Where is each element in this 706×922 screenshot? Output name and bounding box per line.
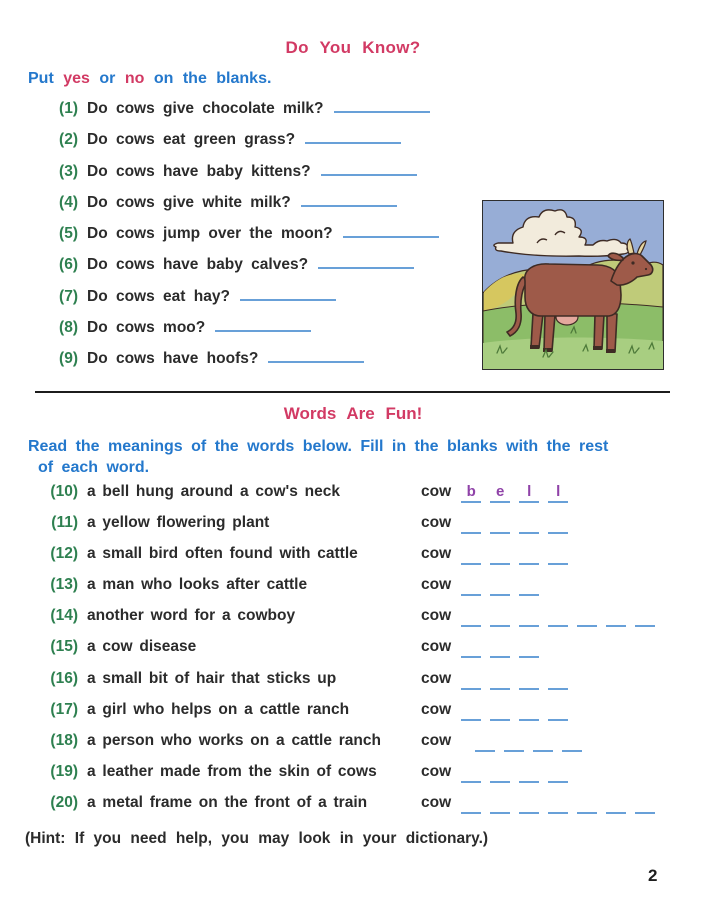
question-text: Do cows have hoofs? bbox=[87, 350, 259, 368]
section2-title: Words Are Fun! bbox=[283, 404, 423, 423]
question-number: (8) bbox=[59, 319, 78, 337]
stem-word: cow bbox=[421, 483, 452, 500]
letter-blank[interactable] bbox=[461, 670, 481, 690]
cow-eye bbox=[631, 261, 634, 264]
word-item-row bbox=[0, 670, 706, 701]
word-item-row bbox=[0, 576, 706, 607]
letter-blank[interactable] bbox=[577, 607, 597, 627]
question-number: (6) bbox=[59, 256, 78, 274]
s2-instruction bbox=[28, 436, 688, 478]
word-item-row bbox=[0, 701, 706, 732]
cow-body bbox=[525, 264, 621, 316]
cow-nostril bbox=[645, 268, 647, 270]
letter-blank[interactable] bbox=[519, 670, 539, 690]
instruction-word: or bbox=[99, 70, 116, 87]
answer-blank-line[interactable] bbox=[343, 236, 439, 238]
letter-blank[interactable] bbox=[504, 732, 524, 752]
letter-blanks bbox=[461, 794, 655, 814]
letter-blank[interactable] bbox=[519, 701, 539, 721]
item-number: (12) bbox=[50, 545, 78, 563]
letter-blank[interactable] bbox=[519, 514, 539, 534]
stem-word: cow bbox=[421, 793, 452, 811]
cow-leg bbox=[594, 314, 604, 349]
letter-blank[interactable] bbox=[461, 701, 481, 721]
pasture-grass-light bbox=[483, 338, 663, 370]
letter-blank[interactable] bbox=[533, 732, 553, 752]
letter-blanks bbox=[461, 545, 568, 565]
letter-blank[interactable] bbox=[548, 763, 568, 783]
stem-word: cow bbox=[421, 545, 452, 563]
instruction-word: on the blanks. bbox=[153, 70, 272, 87]
question-row bbox=[0, 131, 706, 162]
item-definition: a man who looks after cattle bbox=[87, 576, 308, 594]
question-text: Do cows give chocolate milk? bbox=[87, 100, 324, 117]
section1-title: Do You Know? bbox=[285, 38, 421, 57]
letter-blank[interactable] bbox=[490, 514, 510, 534]
letter-blank[interactable] bbox=[490, 701, 510, 721]
cow-leg bbox=[607, 313, 617, 352]
letter-blank[interactable] bbox=[519, 638, 539, 658]
s2-instruction-line2: of each word. bbox=[38, 459, 150, 476]
item-number: (18) bbox=[50, 731, 78, 749]
letter-blank[interactable] bbox=[461, 638, 481, 658]
cow-hoof bbox=[530, 345, 539, 349]
letter-blank[interactable] bbox=[577, 794, 597, 814]
question-number: (4) bbox=[59, 193, 78, 211]
item-definition: a metal frame on the front of a train bbox=[87, 793, 368, 811]
section-divider bbox=[35, 391, 670, 393]
question-number: (1) bbox=[59, 100, 78, 117]
word-item-row bbox=[0, 794, 706, 825]
stem-word: cow bbox=[421, 638, 452, 656]
item-definition: a small bird often found with cattle bbox=[87, 545, 358, 563]
answer-blank-line[interactable] bbox=[301, 205, 397, 207]
answer-blank-line[interactable] bbox=[268, 361, 364, 363]
letter-blank[interactable] bbox=[461, 794, 481, 814]
item-number: (20) bbox=[50, 793, 78, 811]
letter-blank[interactable] bbox=[606, 607, 626, 627]
stem-word: cow bbox=[421, 576, 452, 594]
question-number: (7) bbox=[59, 287, 78, 305]
letter-blank[interactable] bbox=[548, 670, 568, 690]
instruction-word: yes bbox=[63, 70, 90, 87]
letter-blank[interactable] bbox=[475, 732, 495, 752]
item-number: (19) bbox=[50, 762, 78, 780]
letter-blank[interactable] bbox=[548, 794, 568, 814]
letter-blank[interactable] bbox=[461, 607, 481, 627]
letter-blanks bbox=[461, 701, 568, 721]
answer-blank-line[interactable] bbox=[334, 111, 430, 113]
word-item-row bbox=[0, 514, 706, 545]
letter-blank[interactable] bbox=[490, 607, 510, 627]
letter-blank[interactable] bbox=[548, 701, 568, 721]
question-text: Do cows have baby calves? bbox=[87, 256, 309, 274]
letter-blanks bbox=[461, 670, 568, 690]
cow-hoof bbox=[606, 349, 615, 353]
item-number: (15) bbox=[50, 638, 78, 656]
letter-blanks bbox=[461, 607, 655, 627]
letter-blanks bbox=[461, 483, 568, 503]
item-definition: a girl who helps on a cattle ranch bbox=[87, 700, 350, 718]
letter-blank[interactable]: e bbox=[490, 483, 510, 503]
letter-blanks bbox=[461, 638, 539, 658]
question-number: (5) bbox=[59, 225, 78, 243]
letter-blank[interactable] bbox=[519, 794, 539, 814]
stem-word: cow bbox=[421, 762, 452, 780]
word-item-row bbox=[0, 483, 706, 514]
cow-in-pasture-drawing bbox=[483, 201, 663, 369]
word-item-row bbox=[0, 607, 706, 638]
item-definition: a person who works on a cattle ranch bbox=[87, 731, 381, 749]
item-definition: a yellow flowering plant bbox=[87, 514, 270, 532]
letter-blank[interactable] bbox=[548, 607, 568, 627]
item-number: (14) bbox=[50, 607, 78, 625]
question-row bbox=[0, 163, 706, 194]
word-item-row bbox=[0, 638, 706, 669]
question-number: (3) bbox=[59, 162, 78, 180]
stem-word: cow bbox=[421, 669, 452, 687]
question-row bbox=[0, 100, 706, 131]
cow-hoof bbox=[543, 348, 552, 352]
instruction-word: Put bbox=[28, 70, 54, 87]
answer-blank-line[interactable] bbox=[240, 299, 336, 301]
item-number: (10) bbox=[50, 483, 78, 500]
question-text: Do cows give white milk? bbox=[87, 193, 291, 211]
item-number: (17) bbox=[50, 700, 78, 718]
instruction-word: no bbox=[124, 70, 145, 87]
cow-illustration-image bbox=[482, 200, 664, 370]
letter-blank[interactable] bbox=[635, 607, 655, 627]
answer-blank-line[interactable] bbox=[321, 174, 417, 176]
item-definition: a bell hung around a cow's neck bbox=[87, 483, 340, 500]
item-number: (16) bbox=[50, 669, 78, 687]
letter-blanks bbox=[461, 576, 539, 596]
item-number: (11) bbox=[51, 514, 78, 532]
word-item-row bbox=[0, 545, 706, 576]
stem-word: cow bbox=[421, 731, 452, 749]
letter-blank[interactable] bbox=[519, 576, 539, 596]
letter-blanks bbox=[461, 514, 568, 534]
word-item-row bbox=[0, 763, 706, 794]
answer-blank-line[interactable] bbox=[318, 267, 414, 269]
items-list bbox=[0, 483, 706, 825]
answer-blank-line[interactable] bbox=[215, 330, 311, 332]
page-number: 2 bbox=[648, 866, 658, 885]
question-number: (9) bbox=[59, 350, 78, 368]
item-definition: a cow disease bbox=[87, 638, 197, 656]
letter-blank[interactable] bbox=[519, 545, 539, 565]
item-number: (13) bbox=[50, 576, 78, 594]
question-text: Do cows have baby kittens? bbox=[87, 162, 311, 180]
answer-blank-line[interactable] bbox=[305, 142, 401, 144]
question-text: Do cows jump over the moon? bbox=[87, 225, 333, 243]
letter-blank[interactable] bbox=[490, 545, 510, 565]
item-definition: a leather made from the skin of cows bbox=[87, 762, 377, 780]
letter-blank[interactable] bbox=[461, 763, 481, 783]
item-definition: another word for a cowboy bbox=[87, 607, 296, 625]
letter-blank[interactable] bbox=[519, 763, 539, 783]
letter-blanks bbox=[475, 732, 582, 752]
letter-blank[interactable] bbox=[490, 670, 510, 690]
letter-blank[interactable] bbox=[562, 732, 582, 752]
letter-blanks bbox=[461, 763, 568, 783]
letter-blank[interactable] bbox=[606, 794, 626, 814]
s2-instruction-line1: Read the meanings of the words below. Fill in the blanks with the rest bbox=[28, 438, 609, 455]
letter-blank[interactable] bbox=[519, 607, 539, 627]
letter-blank[interactable] bbox=[461, 545, 481, 565]
letter-blank[interactable] bbox=[490, 763, 510, 783]
letter-blank[interactable]: l bbox=[519, 483, 539, 503]
hint-text: (Hint: If you need help, you may look in your dictionary.) bbox=[25, 830, 489, 847]
cow-hoof bbox=[593, 346, 602, 350]
s1-instruction bbox=[28, 70, 271, 88]
letter-blank[interactable] bbox=[548, 545, 568, 565]
question-text: Do cows eat hay? bbox=[87, 287, 230, 305]
letter-blank[interactable] bbox=[461, 576, 481, 596]
letter-blank[interactable] bbox=[548, 514, 568, 534]
question-text: Do cows moo? bbox=[87, 319, 206, 337]
word-item-row bbox=[0, 732, 706, 763]
letter-blank[interactable] bbox=[490, 576, 510, 596]
letter-blank[interactable] bbox=[490, 794, 510, 814]
letter-blank[interactable] bbox=[490, 638, 510, 658]
stem-word: cow bbox=[421, 607, 452, 625]
letter-blank[interactable] bbox=[461, 514, 481, 534]
letter-blank[interactable]: b bbox=[461, 483, 481, 503]
question-number: (2) bbox=[59, 131, 78, 149]
question-text: Do cows eat green grass? bbox=[87, 131, 296, 149]
item-definition: a small bit of hair that sticks up bbox=[87, 669, 337, 687]
stem-word: cow bbox=[421, 514, 452, 532]
letter-blank[interactable] bbox=[635, 794, 655, 814]
stem-word: cow bbox=[421, 700, 452, 718]
letter-blank[interactable]: l bbox=[548, 483, 568, 503]
